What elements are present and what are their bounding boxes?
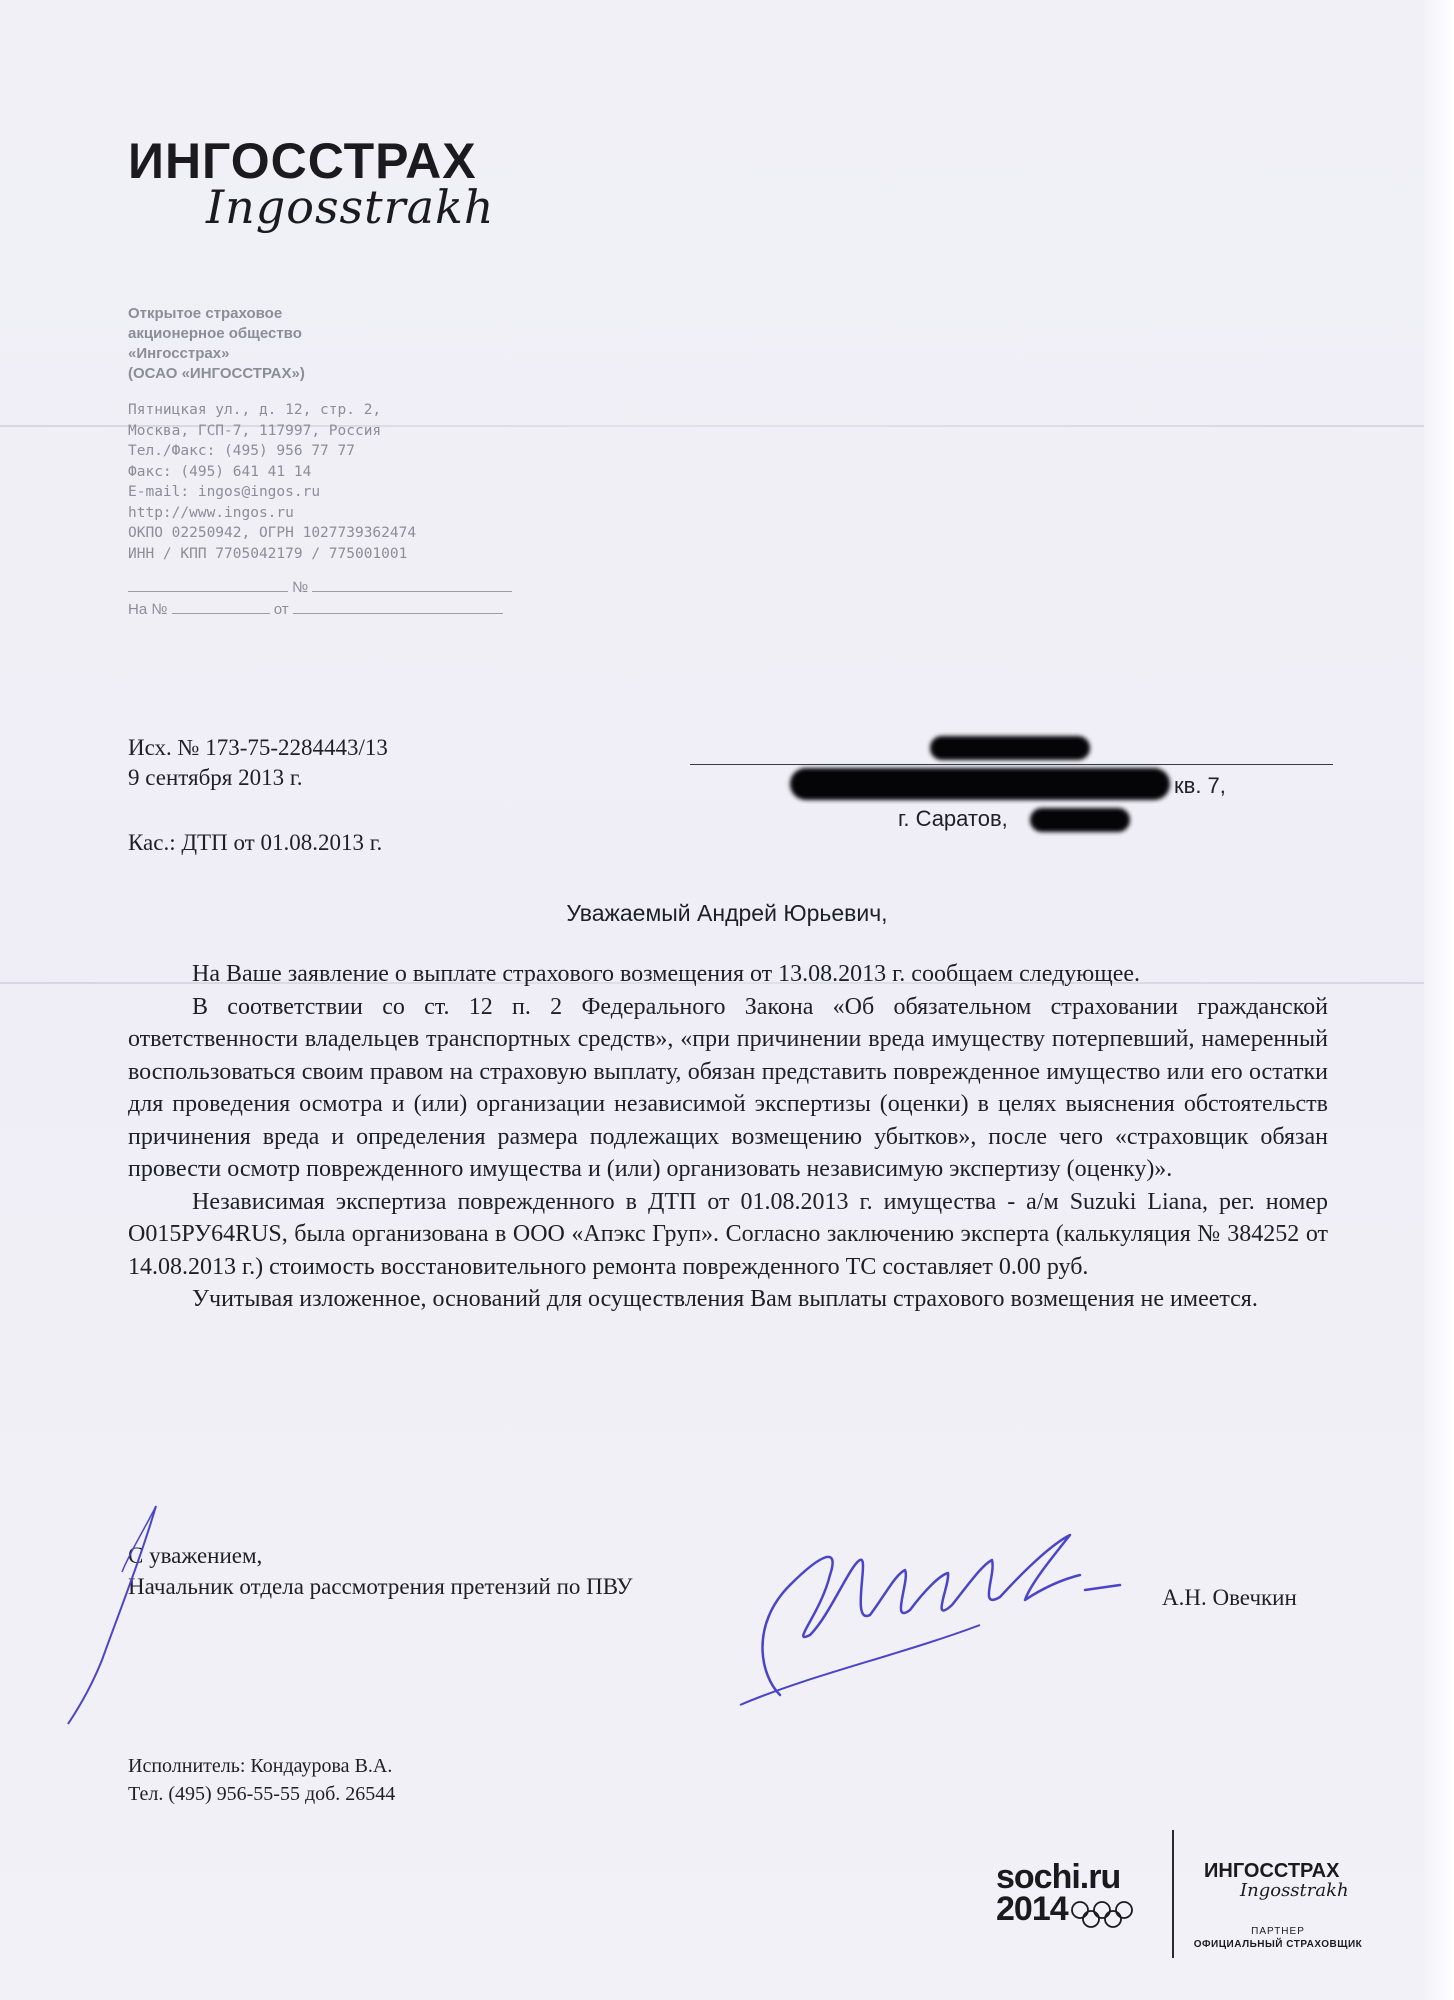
partner-name-en: Ingosstrakh (1240, 1880, 1349, 1901)
company-line: акционерное общество (128, 325, 302, 342)
closing-block (128, 1540, 633, 1602)
letter-body (128, 958, 1328, 1316)
body-paragraph: На Ваше заявление о выплате страхового возмещения от 13.08.2013 г. сообщаем следующее. (192, 961, 1141, 987)
body-paragraph: Независимая экспертиза поврежденного в ДТП от 01.08.2013 г. имущества - а/м Suzuki Liana, рег. номер О015РУ64RUS, была организована в ООО «Апэкс Груп». Согласно заключению эксперта (калькуляция № 384252 от 14.08.2013 г.) стоимость восстановительного ремонта поврежденного ТС составляет 0.00 руб. (128, 1188, 1328, 1280)
address-apartment: кв. 7, (1174, 773, 1226, 798)
registration-line (128, 578, 512, 596)
footer-divider (1172, 1830, 1174, 1958)
reference-line (128, 600, 503, 618)
contact-line: E-mail: ingos@ingos.ru (128, 484, 321, 500)
address-city: г. Саратов, (898, 806, 1008, 831)
closing-regards: С уважением, (128, 1543, 263, 1568)
pen-mark (60, 1500, 170, 1730)
company-contacts (128, 400, 528, 564)
company-line: (ОСАО «ИНГОССТРАХ») (128, 365, 305, 382)
blank-line (128, 578, 288, 592)
salutation: Уважаемый Андрей Юрьевич, (566, 900, 888, 926)
sochi-2014-logo (996, 1858, 1156, 1938)
contact-line: http://www.ingos.ru (128, 504, 294, 521)
contact-line: Тел./Факс: (495) 956 77 77 (128, 443, 355, 459)
body-paragraph: Учитывая изложенное, оснований для осуществления Вам выплаты страхового возмещения не имеется. (192, 1286, 1258, 1312)
executor-name: Исполнитель: Кондаурова В.А. (128, 1755, 393, 1777)
executor-phone: Тел. (495) 956-55-55 доб. 26544 (128, 1783, 396, 1805)
sochi-year: 2014 (996, 1890, 1068, 1928)
partner-caption-official: ОФИЦИАЛЬНЫЙ СТРАХОВЩИК (1193, 1939, 1363, 1950)
blank-line (293, 600, 503, 614)
company-line: «Ингосстрах» (128, 345, 230, 362)
contact-line: Пятницкая ул., д. 12, стр. 2, (128, 402, 382, 418)
blank-line (312, 578, 512, 592)
letter-date: 9 сентября 2013 г. (128, 765, 303, 790)
contact-line: ОКПО 02250942, ОГРН 1027739362474 (128, 525, 417, 541)
partner-caption: ПАРТНЕР (1251, 1926, 1305, 1937)
body-paragraph: В соответствии со ст. 12 п. 2 Федерального Закона «Об обязательном страховании гражданской ответственности владельцев транспортных средств», «при причинении вреда имуществу потерпевший, намеренный воспользоваться своим правом на страховую выплату, обязан представить поврежденное имущество или его остатки для проведения осмотра и (или) организации независимой экспертизы (оценки) в целях выяснения обстоятельств причинения вреда и определения размера подлежащих возмещению убытков», после чего «страховщик обязан провести осмотр поврежденного имущества и (или) организовать независимую экспертизу (оценку)». (128, 993, 1328, 1182)
logo-name-ru: ИНГОССТРАХ (128, 133, 477, 189)
executor-block (128, 1752, 395, 1808)
partner-name-ru: ИНГОССТРАХ (1204, 1860, 1340, 1882)
contact-line: ИНН / КПП 7705042179 / 775001001 (128, 545, 408, 562)
reference-number-label: На № (128, 601, 168, 618)
outgoing-number: Исх. № 173-75-2284443/13 (128, 735, 388, 760)
olympic-rings-icon (1068, 1900, 1136, 1930)
letter-subject: Кас.: ДТП от 01.08.2013 г. (128, 830, 383, 855)
contact-line: Москва, ГСП-7, 117997, Россия (128, 422, 382, 439)
logo-name-en: Ingosstrakh (206, 180, 495, 234)
addressee-line (690, 764, 1333, 765)
company-name-block (128, 304, 488, 384)
blank-line (172, 600, 270, 614)
signer-name: А.Н. Овечкин (1162, 1585, 1297, 1610)
signer-position: Начальник отдела рассмотрения претензий по ПВУ (128, 1574, 633, 1599)
reg-number-label: № (292, 579, 309, 596)
paper-edge (1424, 0, 1454, 2000)
sochi-text: sochi.ru (996, 1858, 1121, 1896)
company-line: Открытое страховое (128, 305, 283, 322)
redaction-mark (1030, 808, 1130, 832)
signature (720, 1505, 1130, 1715)
reference-date-label: от (273, 601, 289, 618)
contact-line: Факс: (495) 641 41 14 (128, 463, 312, 480)
redaction-mark (790, 768, 1170, 800)
ingosstrakh-logo (128, 120, 528, 245)
partner-logo (1188, 1860, 1368, 1970)
redaction-mark (930, 736, 1090, 760)
